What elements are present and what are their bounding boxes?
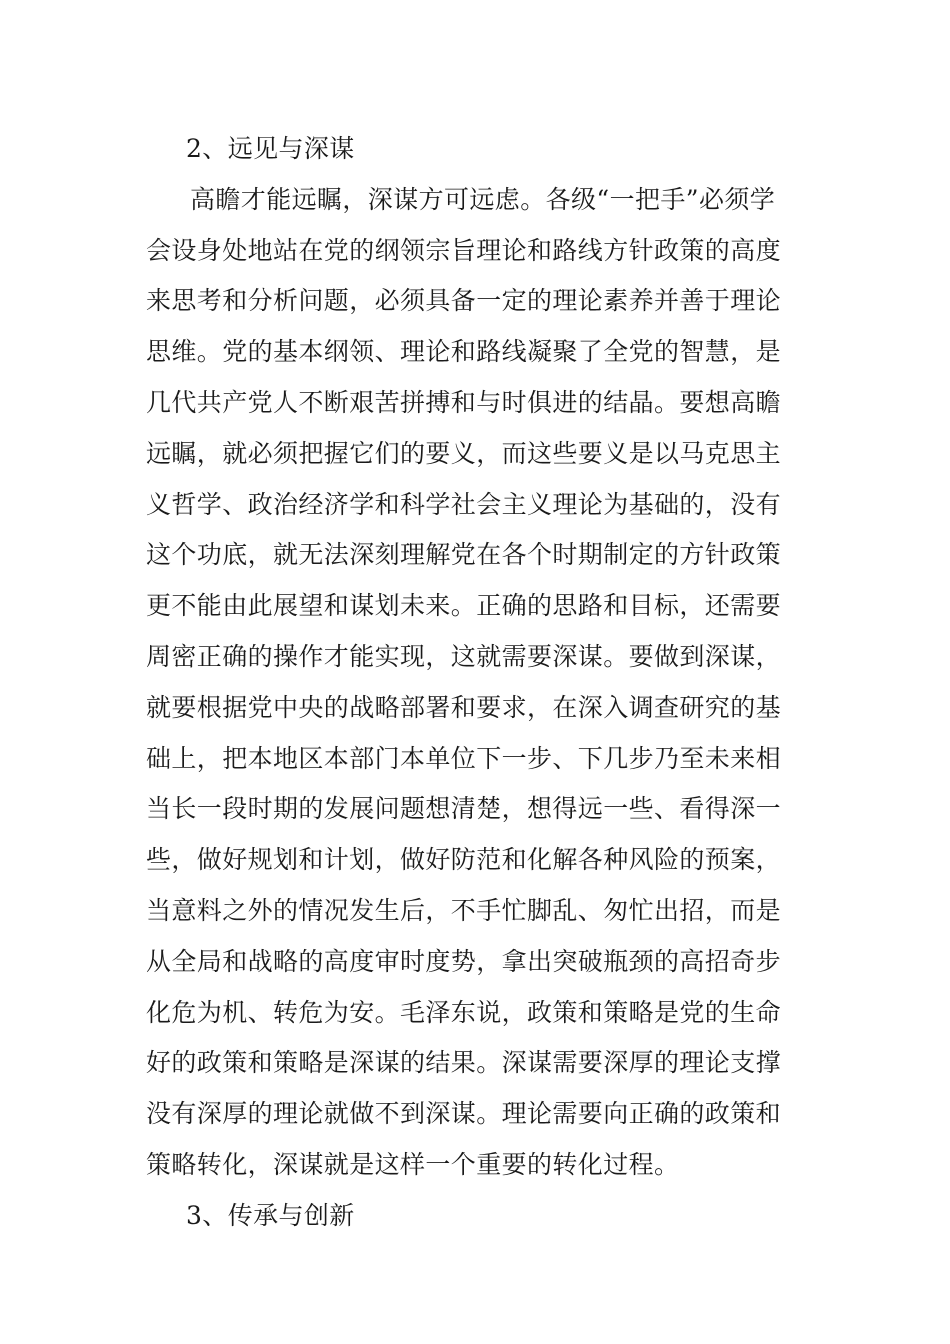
paragraph-line: 义哲学、政治经济学和科学社会主义理论为基础的，没有 (146, 489, 782, 519)
paragraph-line: 化危为机、转危为安。毛泽东说，政策和策略是党的生命 (146, 997, 782, 1027)
paragraph-line: 远瞩，就必须把握它们的要义，而这些要义是以马克思主 (146, 438, 782, 468)
document-body (146, 124, 808, 1242)
paragraph-line: 就要根据党中央的战略部署和要求，在深入调查研究的基 (146, 692, 782, 722)
section-heading: 2、远见与深谋 (186, 134, 355, 163)
paragraph-line: 没有深厚的理论就做不到深谋。理论需要向正确的政策和 (146, 1099, 782, 1129)
paragraph-line: 这个功底，就无法深刻理解党在各个时期制定的方针政策 (146, 540, 782, 570)
paragraph-line: 些，做好规划和计划，做好防范和化解各种风险的预案， (146, 845, 782, 875)
paragraph-line: 从全局和战略的高度审时度势，拿出突破瓶颈的高招奇步 (146, 946, 782, 976)
paragraph-line: 更不能由此展望和谋划未来。正确的思路和目标，还需要 (146, 591, 782, 621)
paragraph-line: 当意料之外的情况发生后，不手忙脚乱、匆忙出招，而是 (146, 895, 782, 925)
paragraph-line: 思维。党的基本纲领、理论和路线凝聚了全党的智慧，是 (146, 337, 782, 367)
paragraph-line: 来思考和分析问题，必须具备一定的理论素养并善于理论 (146, 286, 782, 316)
paragraph-line: 础上，把本地区本部门本单位下一步、下几步乃至未来相 (146, 743, 782, 773)
paragraph-line: 会设身处地站在党的纲领宗旨理论和路线方针政策的高度 (146, 235, 782, 265)
paragraph-line: 好的政策和策略是深谋的结果。深谋需要深厚的理论支撑 (146, 1048, 782, 1078)
paragraph-line: 周密正确的操作才能实现，这就需要深谋。要做到深谋， (146, 641, 782, 671)
paragraph-line: 策略转化，深谋就是这样一个重要的转化过程。 (146, 1149, 680, 1179)
paragraph-line: 高瞻才能远瞩，深谋方可远虑。各级“一把手”必须学 (190, 184, 776, 214)
paragraph-line: 当长一段时期的发展问题想清楚，想得远一些、看得深一 (146, 794, 782, 824)
section-heading: 3、传承与创新 (186, 1200, 355, 1230)
paragraph-line: 几代共产党人不断艰苦拼搏和与时俱进的结晶。要想高瞻 (146, 387, 782, 417)
